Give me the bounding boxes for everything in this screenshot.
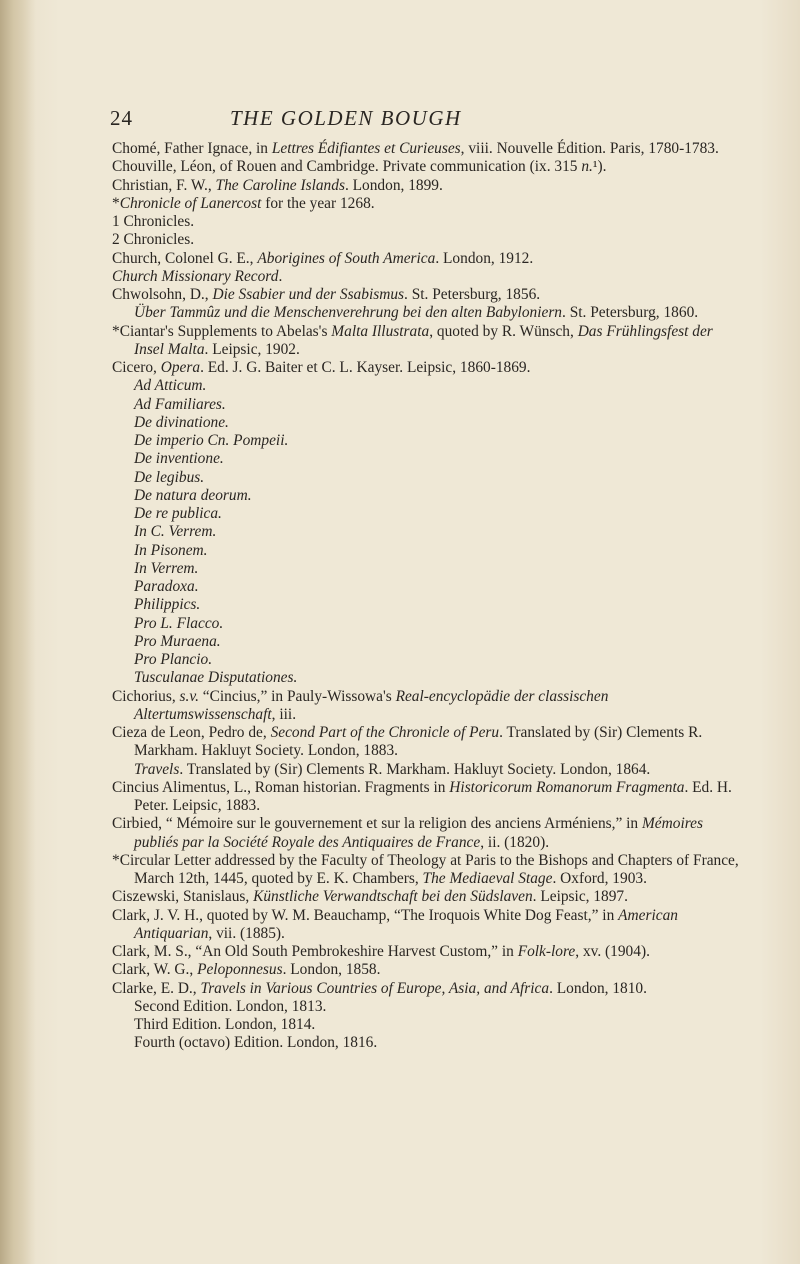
entry-title-text: In C. Verrem. (134, 523, 217, 541)
entry-text: . Translated by (Sir) Clements R. Markham. Hakluyt Society. London, 1864. (179, 760, 651, 778)
entry-text: , vii. (1885). (208, 924, 285, 942)
entry-title-text: Travels in Various Countries of Europe, Asia, and Africa (200, 979, 550, 997)
entry-text: Chwolsohn, D., (112, 286, 213, 303)
entry-title-text: De divinatione. (134, 413, 229, 431)
entry-title-text: De imperio Cn. Pompeii. (134, 432, 289, 449)
bibliography-entry (112, 177, 742, 195)
entry-title-text: Folk-lore (517, 943, 576, 960)
entry-title-text: Church Missionary Record (112, 267, 279, 285)
entry-title-text: Mémoires publiés par la Société Royale des Antiquaires de France (134, 815, 703, 851)
entry-text: Church, Colonel G. E., (112, 249, 258, 267)
entry-text: *Ciantar's Supplements to Abelas's (112, 322, 332, 340)
bibliography-entry (112, 852, 742, 889)
entry-text: Chouville, Léon, of Rouen and Cambridge. Private communication (ix. 315 (112, 158, 582, 176)
entry-text: , quoted by R. Wünsch, (429, 322, 578, 340)
page-gutter (0, 0, 36, 1264)
entry-title-text: Tusculanae Disputationes. (134, 669, 298, 687)
entry-text: , iii. (271, 705, 297, 723)
entry-text: . St. Petersburg, 1856. (404, 286, 541, 303)
entry-title-text: Über Tammûz und die Menschenverehrung bei den alten Babyloniern (134, 304, 563, 322)
bibliography-entry (112, 231, 742, 249)
bibliography-subentry (112, 377, 742, 395)
bibliography-subentry (112, 487, 742, 505)
bibliography-subentry (112, 432, 742, 450)
bibliography-subentry (112, 396, 742, 414)
entry-text: Christian, F. W., (112, 176, 216, 194)
entry-text: Chomé, Father Ignace, in (112, 140, 272, 157)
entry-text: 2 Chronicles. (112, 231, 195, 249)
entry-text: Clark, M. S., “An Old South Pembrokeshire Harvest Custom,” in (112, 943, 518, 960)
entry-text: , xv. (1904). (575, 943, 650, 960)
bibliography-subentry (112, 469, 742, 487)
entry-text: , ii. (1820). (480, 833, 550, 851)
entry-title-text: Chronicle of Lanercost (119, 194, 262, 212)
entry-title-text: n. (581, 158, 593, 176)
entry-title-text: Historicorum Romanorum Fragmenta (449, 778, 685, 796)
entry-title-text: In Pisonem. (134, 541, 208, 559)
bibliography-entry (112, 724, 742, 761)
entry-title-text: Real-encyclopädie der classischen Altertumswissenschaft (134, 687, 609, 723)
entry-title-text: Pro Plancio. (134, 651, 213, 668)
bibliography-subentry (112, 304, 742, 322)
entry-title-text: De legibus. (134, 468, 205, 486)
bibliography-entry (112, 158, 742, 176)
entry-text: , viii. Nouvelle Édition. Paris, 1780-1783. (460, 140, 719, 157)
entry-title-text: De natura deorum. (134, 486, 252, 504)
entry-title-text: Second Part of the Chronicle of Peru (270, 724, 500, 741)
entry-title-text: De inventione. (134, 450, 224, 468)
bibliography-entry (112, 961, 742, 979)
bibliography-entry (112, 286, 742, 304)
bibliography-subentry (112, 542, 742, 560)
entry-title-text: In Verrem. (134, 559, 199, 577)
entry-text: ¹). (592, 158, 607, 176)
entry-title-text: Peloponnesus (197, 961, 283, 979)
bibliography-subentry (112, 998, 742, 1016)
entry-title-text: Das Frühlingsfest der Insel Malta (134, 322, 713, 358)
entry-text: . Translated by (Sir) Clements R. Markham. Hakluyt Society. London, 1883. (134, 724, 703, 760)
entry-title-text: Ad Familiares. (134, 395, 226, 413)
entry-text: Second Edition. London, 1813. (134, 997, 327, 1015)
entry-title-text: Paradoxa. (134, 578, 199, 595)
bibliography-entry (112, 888, 742, 906)
bibliography-entry (112, 688, 742, 725)
bibliography-entry (112, 140, 742, 158)
bibliography-subentry (112, 450, 742, 468)
page-number: 24 (110, 106, 133, 130)
bibliography-entry (112, 943, 742, 961)
entry-text: . Leipsic, 1902. (204, 340, 300, 358)
entry-text: Fourth (octavo) Edition. London, 1816. (134, 1034, 378, 1052)
entry-title-text: The Mediaeval Stage (422, 870, 553, 887)
bibliography-subentry (112, 505, 742, 523)
entry-text: . Ed. J. G. Baiter et C. L. Kayser. Leipsic, 1860-1869. (200, 359, 531, 376)
entry-title-text: Pro Muraena. (134, 632, 221, 650)
entry-title-text: Philippics. (134, 596, 201, 614)
entry-text: Ciszewski, Stanislaus, (112, 888, 254, 906)
bibliography-subentry (112, 560, 742, 578)
entry-title-text: Ad Atticum. (134, 377, 207, 395)
entry-title-text: Pro L. Flacco. (134, 614, 224, 632)
entry-title-text: s.v. (179, 687, 199, 705)
entry-title-text: Künstliche Verwandtschaft bei den Südslaven (253, 888, 533, 906)
entry-text: * (112, 194, 120, 212)
entry-text: . Leipsic, 1897. (532, 888, 628, 906)
entry-text: Clarke, E. D., (112, 979, 201, 997)
entry-text: Cicero, (112, 359, 161, 376)
entry-text: Cincius Alimentus, L., Roman historian. Fragments in (112, 778, 450, 796)
entry-text: 1 Chronicles. (112, 213, 195, 230)
bibliography-subentry (112, 596, 742, 614)
entry-text: Cieza de Leon, Pedro de, (112, 724, 271, 741)
entry-text: for the year 1268. (261, 194, 375, 212)
entry-text: . London, 1899. (344, 176, 443, 194)
entry-title-text: American Antiquarian (134, 906, 678, 942)
bibliography-subentry (112, 578, 742, 596)
bibliography-entry (112, 195, 742, 213)
entry-text: “Cincius,” in Pauly-Wissowa's (198, 687, 396, 705)
entry-title-text: Opera (160, 359, 201, 376)
bibliography-subentry (112, 1016, 742, 1034)
entry-text: Third Edition. London, 1814. (134, 1016, 316, 1033)
entry-text: . (278, 267, 283, 285)
entry-text: . Ed. H. Peter. Leipsic, 1883. (134, 778, 732, 814)
entry-title-text: Aborigines of South America (257, 249, 436, 267)
bibliography-entry (112, 268, 742, 286)
bibliography-subentry (112, 414, 742, 432)
entry-text: Cichorius, (112, 687, 180, 705)
bibliography-entry (112, 815, 742, 852)
entry-text: . London, 1858. (282, 961, 381, 979)
bibliography-list (112, 140, 742, 1053)
entry-title-text: The Caroline Islands (215, 176, 345, 194)
entry-title-text: De re publica. (134, 505, 222, 522)
entry-title-text: Lettres Édifiantes et Curieuses (271, 140, 461, 157)
bibliography-subentry (112, 1034, 742, 1052)
entry-text: . London, 1810. (549, 979, 647, 997)
bibliography-entry (112, 779, 742, 816)
bibliography-subentry (112, 615, 742, 633)
entry-text: Cirbied, “ Mémoire sur le gouvernement et sur la religion des anciens Arméniens,” in (112, 815, 642, 833)
entry-title-text: Malta Illustrata (331, 322, 430, 340)
entry-text: . Oxford, 1903. (552, 870, 647, 887)
bibliography-entry (112, 907, 742, 944)
entry-text: . London, 1912. (435, 249, 534, 267)
bibliography-entry (112, 980, 742, 998)
entry-text: Clark, J. V. H., quoted by W. M. Beauchamp, “The Iroquois White Dog Feast,” in (112, 906, 619, 924)
bibliography-subentry (112, 651, 742, 669)
entry-title-text: Die Ssabier und der Ssabismus (212, 286, 405, 303)
entry-title-text: Travels (134, 760, 180, 778)
bibliography-entry (112, 213, 742, 231)
bibliography-entry (112, 250, 742, 268)
bibliography-entry (112, 359, 742, 377)
entry-text: . St. Petersburg, 1860. (562, 304, 699, 322)
bibliography-subentry (112, 761, 742, 779)
page-header (110, 106, 710, 132)
bibliography-subentry (112, 669, 742, 687)
bibliography-entry (112, 323, 742, 360)
running-title: THE GOLDEN BOUGH (230, 106, 462, 130)
entry-text: *Circular Letter addressed by the Faculty of Theology at Paris to the Bishops and Chapters of France, March 12th, 1445, quoted by E. K. Chambers, (112, 851, 739, 887)
bibliography-subentry (112, 633, 742, 651)
bibliography-subentry (112, 523, 742, 541)
entry-text: Clark, W. G., (112, 961, 198, 979)
